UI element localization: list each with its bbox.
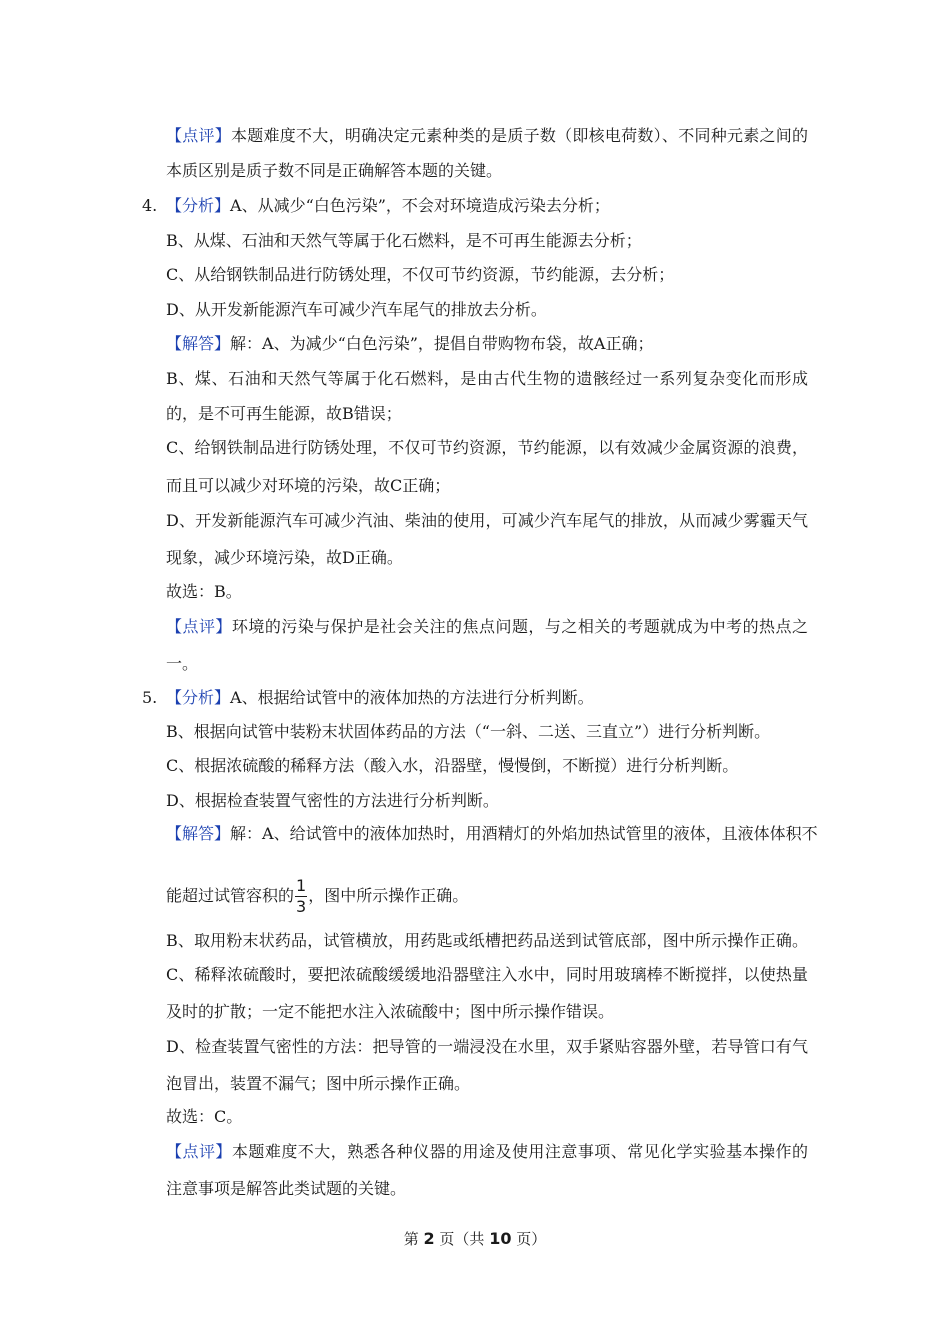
q4-answer-line: C、给钢铁制品进行防锈处理，不仅可节约资源，节约能源，以有效减少金属资源的浪费， bbox=[166, 438, 808, 457]
q4-analysis-line: B、从煤、石油和天然气等属于化石燃料，是不可再生能源去分析； bbox=[166, 231, 642, 250]
comment-tag: 【点评】 bbox=[166, 126, 232, 145]
q5-answer-line: 泡冒出，装置不漏气；图中所示操作正确。 bbox=[166, 1074, 471, 1093]
q4-answer-line: 现象，减少环境污染，故D正确。 bbox=[166, 548, 403, 567]
analysis-tag: 【分析】 bbox=[166, 196, 231, 215]
q5-analysis-line: D、根据检查装置气密性的方法进行分析判断。 bbox=[166, 791, 499, 810]
q4-answer-line: 而且可以减少对环境的污染，故C正确； bbox=[166, 476, 451, 495]
q3-comment-line: 【点评】本题难度不大，明确决定元素种类的是质子数（即核电荷数）、不同种元素之间的 bbox=[166, 126, 808, 145]
analysis-tag: 【分析】 bbox=[166, 688, 231, 707]
total-pages: 10 bbox=[489, 1229, 512, 1248]
q5-comment-line: 【点评】本题难度不大，熟悉各种仪器的用途及使用注意事项、常见化学实验基本操作的 bbox=[166, 1142, 808, 1161]
q5-answer-line: D、检查装置气密性的方法：把导管的一端浸没在水里，双手紧贴容器外壁，若导管口有气 bbox=[166, 1037, 808, 1056]
comment-tag: 【点评】 bbox=[166, 617, 232, 636]
q5-answer-line: 【解答】解：A、给试管中的液体加热时，用酒精灯的外焰加热试管里的液体，且液体体积不 bbox=[166, 824, 818, 843]
q4-answer-line: 【解答】解：A、为减少“白色污染”，提倡自带购物布袋，故A正确； bbox=[166, 334, 654, 353]
q3-comment-line: 本质区别是质子数不同是正确解答本题的关键。 bbox=[166, 161, 503, 180]
q4-answer-line: B、煤、石油和天然气等属于化石燃料，是由古代生物的遗骸经过一系列复杂变化而形成 bbox=[166, 369, 808, 388]
q4-answer-choice: 故选：B。 bbox=[166, 582, 242, 601]
q5-answer-choice: 故选：C。 bbox=[166, 1107, 243, 1126]
q4-analysis-line: C、从给钢铁制品进行防锈处理，不仅可节约资源，节约能源，去分析； bbox=[166, 265, 675, 284]
q4-answer-line: D、开发新能源汽车可减少汽油、柴油的使用，可减少汽车尾气的排放，从而减少雾霾天气 bbox=[166, 511, 808, 530]
q4-comment-line: 一。 bbox=[166, 654, 199, 673]
q4-answer-line: 的，是不可再生能源，故B错误； bbox=[166, 404, 402, 423]
answer-tag: 【解答】 bbox=[166, 334, 231, 353]
question-number: 4. bbox=[142, 196, 158, 215]
q5-answer-line: 及时的扩散；一定不能把水注入浓硫酸中；图中所示操作错误。 bbox=[166, 1002, 615, 1021]
fraction-one-third: $\frac{1}{3}$ bbox=[296, 876, 307, 916]
question-number: 5. bbox=[142, 688, 158, 707]
comment-tag: 【点评】 bbox=[166, 1142, 232, 1161]
q5-analysis-line: B、根据向试管中装粉末状固体药品的方法（“一斜、二送、三直立”）进行分析判断。 bbox=[166, 722, 771, 741]
q5-answer-line: B、取用粉末状药品，试管横放，用药匙或纸槽把药品送到试管底部，图中所示操作正确。 bbox=[166, 931, 808, 950]
q5-answer-fraction-line: 能超过试管容积的 $\frac{1}{3}$ ，图中所示操作正确。 bbox=[166, 876, 469, 916]
page-number: 2 bbox=[423, 1229, 435, 1248]
q5-answer-line: C、稀释浓硫酸时，要把浓硫酸缓缓地沿器壁注入水中，同时用玻璃棒不断搅拌，以使热量 bbox=[166, 965, 808, 984]
page-footer: 第 2 页（共 10 页） bbox=[403, 1229, 547, 1248]
q4-analysis-line: D、从开发新能源汽车可减少汽车尾气的排放去分析。 bbox=[166, 300, 547, 319]
q5-comment-line: 注意事项是解答此类试题的关键。 bbox=[166, 1179, 407, 1198]
q4-comment-line: 【点评】环境的污染与保护是社会关注的焦点问题，与之相关的考题就成为中考的热点之 bbox=[166, 617, 808, 636]
q4-analysis-line: 【分析】A、从减少“白色污染”，不会对环境造成污染去分析； bbox=[166, 196, 610, 215]
q5-analysis-line: 【分析】A、根据给试管中的液体加热的方法进行分析判断。 bbox=[166, 688, 594, 707]
q5-analysis-line: C、根据浓硫酸的稀释方法（酸入水，沿器壁，慢慢倒，不断搅）进行分析判断。 bbox=[166, 756, 739, 775]
answer-tag: 【解答】 bbox=[166, 824, 231, 843]
